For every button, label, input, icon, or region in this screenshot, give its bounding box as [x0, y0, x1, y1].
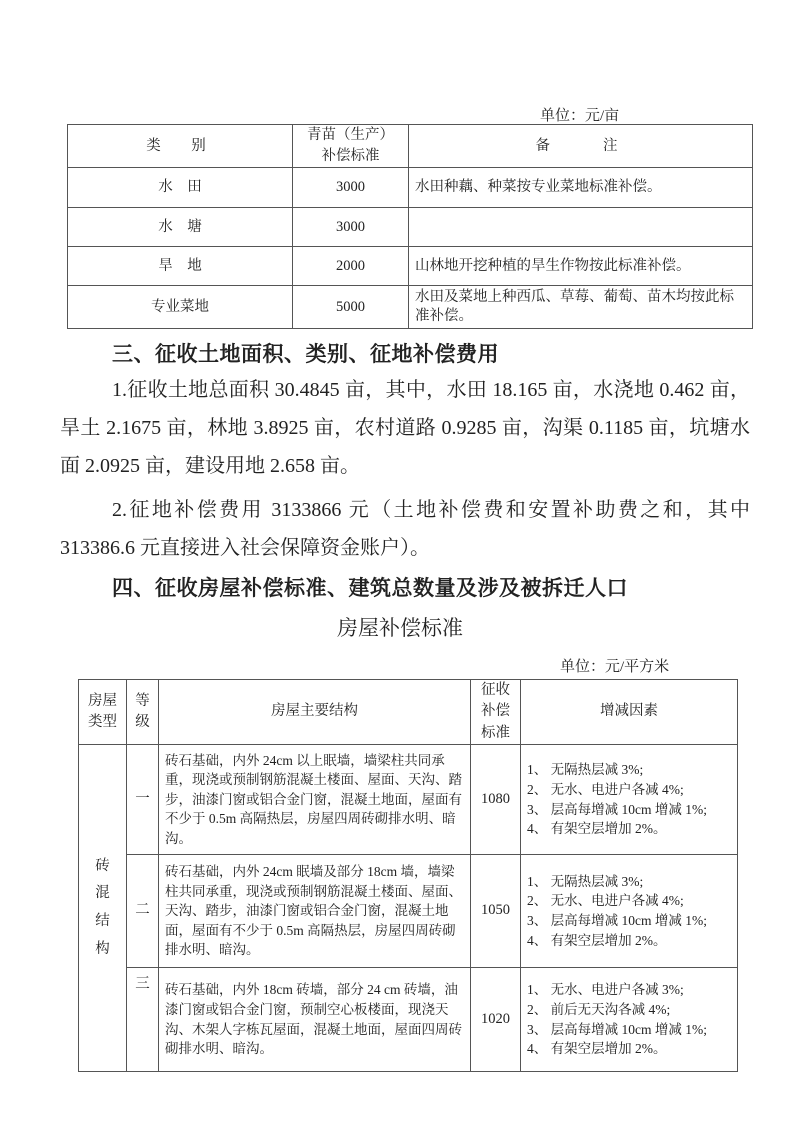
structure-cell: 砖石基础，内外 24cm 眠墙及部分 18cm 墙，墙梁柱共同承重，现浇或预制钢筋混凝土楼面、屋面、天沟、踏步，油漆门窗或铝合金门窗，混凝土地面，屋面有不少于 0.5m 高隔热层，房屋四周砖砌排水明、暗沟。 — [159, 855, 471, 968]
table-header-row — [68, 125, 753, 168]
factor-item: 1、 无隔热层减 3%; — [527, 873, 644, 889]
factor-item: 2、 无水、电进户各减 4%; — [527, 781, 684, 797]
factor-item: 4、 有架空层增加 2%。 — [527, 932, 667, 948]
standard-cell: 1020 — [471, 968, 521, 1072]
table-row — [79, 855, 738, 968]
table2-unit: 单位：元/平方米 — [560, 659, 670, 675]
house-type-text: 砖混结构 — [95, 857, 110, 957]
table-row — [68, 286, 753, 329]
house-type-cell — [79, 745, 127, 1072]
grade-cell: 三 — [127, 968, 159, 1072]
green-crop-compensation-table — [67, 124, 753, 329]
header-standard: 征收补偿标准 — [471, 680, 521, 745]
factor-item: 2、 无水、电进户各减 4%; — [527, 893, 684, 909]
table-row — [68, 247, 753, 286]
section3-paragraph-2: 2.征地补偿费用 3133866 元（土地补偿费和安置补助费之和，其中 313386.6 元直接进入社会保障资金账户）。 — [60, 499, 750, 559]
category-cell: 水 田 — [68, 168, 293, 208]
note-cell: 山林地开挖种植的旱生作物按此标准补偿。 — [409, 247, 753, 286]
header-structure: 房屋主要结构 — [159, 680, 471, 745]
factor-item: 4、 有架空层增加 2%。 — [527, 1041, 667, 1057]
structure-cell: 砖石基础，内外 18cm 砖墙，部分 24 cm 砖墙，油漆门窗或铝合金门窗，预制空心板楼面，现浇天沟、木架人字栋瓦屋面，混凝土地面，屋面四周砖砌排水明、暗沟。 — [159, 968, 471, 1072]
header-house-type: 房屋类型 — [79, 680, 127, 745]
table-header-row — [79, 680, 738, 745]
standard-cell: 3000 — [293, 168, 409, 208]
grade-cell: 一 — [127, 745, 159, 855]
factors-cell — [521, 855, 738, 968]
table1-unit: 单位：元/亩 — [540, 108, 620, 124]
category-cell: 专业菜地 — [68, 286, 293, 329]
factor-item: 4、 有架空层增加 2%。 — [527, 821, 667, 837]
standard-cell: 3000 — [293, 208, 409, 247]
note-cell: 水田种藕、种菜按专业菜地标准补偿。 — [409, 168, 753, 208]
factor-item: 3、 层高每增减 10cm 增减 1%; — [527, 913, 707, 928]
category-cell: 水 塘 — [68, 208, 293, 247]
table-row — [68, 208, 753, 247]
factors-cell — [521, 968, 738, 1072]
house-compensation-table — [78, 679, 738, 1072]
standard-cell: 1080 — [471, 745, 521, 855]
section3-heading: 三、征收土地面积、类别、征地补偿费用 — [112, 342, 499, 366]
table-row — [68, 168, 753, 208]
table-row — [79, 968, 738, 1072]
standard-cell: 1050 — [471, 855, 521, 968]
note-cell — [409, 208, 753, 247]
header-category: 类 别 — [68, 125, 293, 168]
section3-paragraph-1: 1.征收土地总面积 30.4845 亩，其中，水田 18.165 亩，水浇地 0.462 亩，旱土 2.1675 亩，林地 3.8925 亩，农村道路 0.9285 亩，沟渠 0.1185 亩，坑塘水面 2.0925 亩，建设用地 2.658 亩。 — [60, 379, 750, 477]
factors-cell — [521, 745, 738, 855]
section4-heading: 四、征收房屋补偿标准、建筑总数量及涉及被拆迁人口 — [112, 576, 628, 600]
factor-item: 3、 层高每增减 10cm 增减 1%; — [527, 1021, 707, 1037]
header-grade: 等级 — [127, 680, 159, 745]
factor-item: 3、 层高每增减 10cm 增减 1%; — [527, 801, 707, 817]
factor-item: 1、 无隔热层减 3%; — [527, 762, 644, 778]
header-note: 备 注 — [409, 125, 753, 168]
factor-item: 2、 前后无天沟各减 4%; — [527, 1001, 671, 1017]
table-row — [79, 745, 738, 855]
grade-cell: 二 — [127, 855, 159, 968]
table2-title: 房屋补偿标准 — [337, 616, 463, 640]
structure-cell: 砖石基础，内外 24cm 以上眠墙，墙梁柱共同承重，现浇或预制钢筋混凝土楼面、屋面、天沟、踏步，油漆门窗或铝合金门窗，混凝土地面，屋面有不少于 0.5m 高隔热层，房屋四周砖砌排水明、暗沟。 — [159, 745, 471, 855]
factor-item: 1、 无水、电进户各减 3%; — [527, 982, 684, 998]
note-cell: 水田及菜地上种西瓜、草莓、葡萄、苗木均按此标准补偿。 — [409, 286, 753, 329]
category-cell: 旱 地 — [68, 247, 293, 286]
header-factors: 增减因素 — [521, 680, 738, 745]
standard-cell: 2000 — [293, 247, 409, 286]
header-standard: 青苗（生产）补偿标准 — [293, 125, 409, 168]
standard-cell: 5000 — [293, 286, 409, 329]
